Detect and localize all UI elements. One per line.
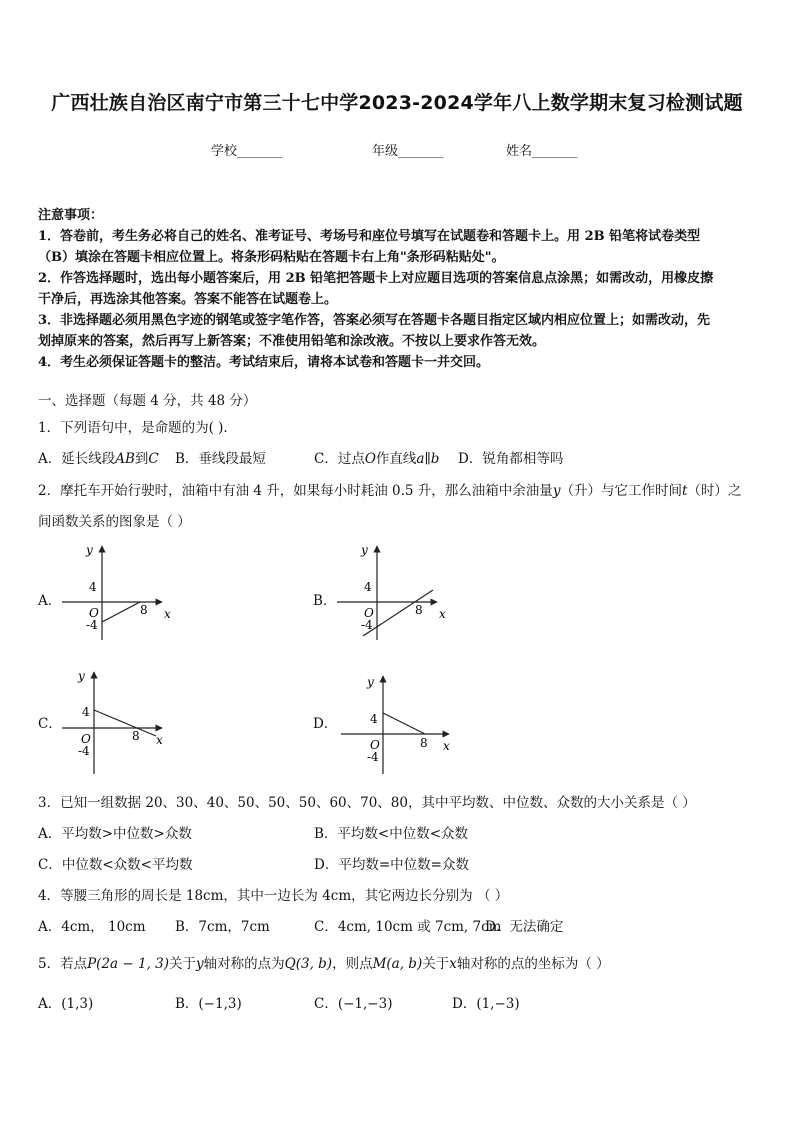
q2-graph-b — [331, 540, 461, 640]
q1-option-c-var: O — [364, 451, 376, 467]
q5-option-c: C．(−1,−3) — [314, 996, 393, 1012]
q2-graph-c — [56, 666, 186, 776]
tick-neg-4: -4 — [78, 744, 90, 758]
name-field: 姓名_______ — [506, 144, 578, 159]
page-title: 广西壮族自治区南宁市第三十七中学2023-2024学年八上数学期末复习检测试题 — [51, 92, 743, 114]
x-label: x — [156, 733, 163, 747]
tick-4: 4 — [89, 580, 97, 594]
y-label: y — [361, 543, 368, 557]
q4-option-b: B．7cm，7cm — [175, 919, 270, 935]
q2-stem-part1: 2．摩托车开始行驶时，油箱中有油 4 升，如果每小时耗油 0.5 升，那么油箱中余油量 — [38, 483, 553, 499]
tick-8: 8 — [140, 603, 148, 617]
graph-line — [383, 713, 425, 734]
origin-label: O — [89, 606, 99, 620]
q1-option-a-text: A．延长线段 — [38, 451, 116, 467]
notice-line-3b: 划掉原来的答案，然后再写上新答案；不准使用铅笔和涂改液。不按以上要求作答无效。 — [38, 334, 546, 349]
q1-option-c — [314, 447, 439, 467]
q2-option-a-label: A． — [38, 593, 62, 609]
q5-option-a: A．(1,3) — [38, 996, 94, 1012]
notice-line-1: 1．答卷前，考生务必将自己的姓名、准考证号、考场号和座位号填写在试题卷和答题卡上。用 2B 铅笔将试卷类型 — [38, 229, 701, 244]
q2-graph-a — [56, 540, 186, 640]
q3-option-b: B．平均数<中位数<众数 — [314, 826, 469, 842]
q1-option-a-var2: C — [148, 451, 159, 467]
q5-part5: 关于 — [422, 956, 450, 972]
x-label: x — [164, 607, 171, 621]
graph-line — [102, 602, 140, 622]
origin-label: O — [370, 738, 380, 752]
q1-option-c-var2: a∥b — [416, 451, 440, 467]
grade-field: 年级_______ — [372, 144, 444, 159]
tick-neg-4: -4 — [86, 618, 98, 632]
q4-option-c: C．4cm, 10cm 或 7cm, 7cm — [314, 919, 502, 935]
q1-option-a — [38, 447, 159, 467]
q1-option-a-mid: 到 — [134, 451, 149, 467]
q2-stem-part3: （时）之 — [687, 483, 742, 499]
q2-option-b-label: B． — [313, 593, 337, 609]
q2-option-d-label: D． — [313, 716, 338, 732]
tick-8: 8 — [420, 736, 428, 750]
tick-8: 8 — [415, 603, 423, 617]
q2-stem-part2: （升）与它工作时间 — [560, 483, 682, 499]
tick-8: 8 — [132, 729, 140, 743]
q5-part3: 轴对称的点为 — [203, 956, 285, 972]
q4-option-a: A．4cm， 10cm — [38, 919, 146, 935]
q2-var-t: t — [681, 483, 688, 499]
q1-option-b: B．垂线段最短 — [175, 451, 266, 467]
notice-heading: 注意事项： — [38, 208, 104, 223]
q2-option-c-label: C． — [38, 716, 62, 732]
q5-option-b: B．(−1,3) — [175, 996, 242, 1012]
q5-var-x: x — [449, 956, 457, 972]
school-field: 学校_______ — [211, 144, 283, 159]
q5-part4: ，则点 — [332, 956, 373, 972]
q1-option-a-var: AB — [115, 451, 135, 467]
q1-option-c-mid: 作直线 — [375, 451, 417, 467]
q4-option-d: D．无法确定 — [485, 919, 564, 935]
q1-option-c-text: C．过点 — [314, 451, 365, 467]
q5-option-d: D．(1,−3) — [452, 996, 520, 1012]
q1-option-d: D．锐角都相等吗 — [458, 451, 564, 467]
q2-var-y: y — [552, 483, 561, 499]
q5-stem — [38, 952, 610, 972]
x-label: x — [443, 739, 450, 753]
y-label: y — [367, 675, 374, 689]
q5-part1: 5．若点 — [38, 956, 88, 972]
q3-option-c: C．中位数<众数<平均数 — [38, 857, 193, 873]
q5-point-q: Q(3, b) — [284, 956, 333, 972]
tick-neg-4: -4 — [367, 750, 379, 764]
x-label: x — [439, 607, 446, 621]
q5-point-m: M(a, b) — [372, 956, 423, 972]
tick-4: 4 — [370, 712, 378, 726]
y-label: y — [78, 669, 85, 683]
q1-stem: 1．下列语句中，是命题的为( ). — [38, 420, 228, 436]
q5-point-p: P(2a − 1, 3) — [87, 956, 170, 972]
q3-option-a: A．平均数>中位数>众数 — [38, 826, 192, 842]
y-label: y — [86, 543, 93, 557]
q5-part2: 关于 — [169, 956, 197, 972]
notice-line-2: 2．作答选择题时，选出每小题答案后，用 2B 铅笔把答题卡上对应题目选项的答案信息点涂黑；如需改动，用橡皮擦 — [38, 271, 714, 286]
q2-graph-d — [331, 666, 461, 776]
q3-stem: 3．已知一组数据 20、30、40、50、50、50、60、70、80，其中平均数、中位数、众数的大小关系是（ ） — [38, 795, 696, 811]
q4-stem: 4．等腰三角形的周长是 18cm，其中一边长为 4cm，其它两边长分别为 （ ） — [38, 888, 509, 904]
notice-line-3: 3．非选择题必须用黑色字迹的钢笔或签字笔作答，答案必须写在答题卡各题目指定区域内相应位置上；如需改动，先 — [38, 313, 711, 328]
tick-4: 4 — [364, 580, 372, 594]
origin-label: O — [81, 732, 91, 746]
notice-line-1b: （B）填涂在答题卡相应位置上。将条形码粘贴在答题卡右上角"条形码粘贴处"。 — [38, 250, 505, 265]
q2-stem-line2: 间函数关系的图象是（ ） — [38, 514, 191, 530]
q5-var-y: y — [196, 956, 204, 972]
tick-neg-4: -4 — [361, 618, 373, 632]
q3-option-d: D．平均数=中位数=众数 — [314, 857, 469, 873]
notice-line-4: 4．考生必须保证答题卡的整洁。考试结束后，请将本试卷和答题卡一并交回。 — [38, 355, 490, 370]
tick-4: 4 — [82, 705, 90, 719]
section-heading: 一、选择题（每题 4 分，共 48 分） — [38, 393, 257, 409]
graph-line — [94, 710, 156, 736]
q2-stem-line1 — [38, 479, 741, 499]
notice-line-2b: 干净后，再选涂其他答案。答案不能答在试题卷上。 — [38, 292, 338, 307]
origin-label: O — [364, 606, 374, 620]
q5-part6: 轴对称的点的坐标为（ ） — [456, 956, 610, 972]
